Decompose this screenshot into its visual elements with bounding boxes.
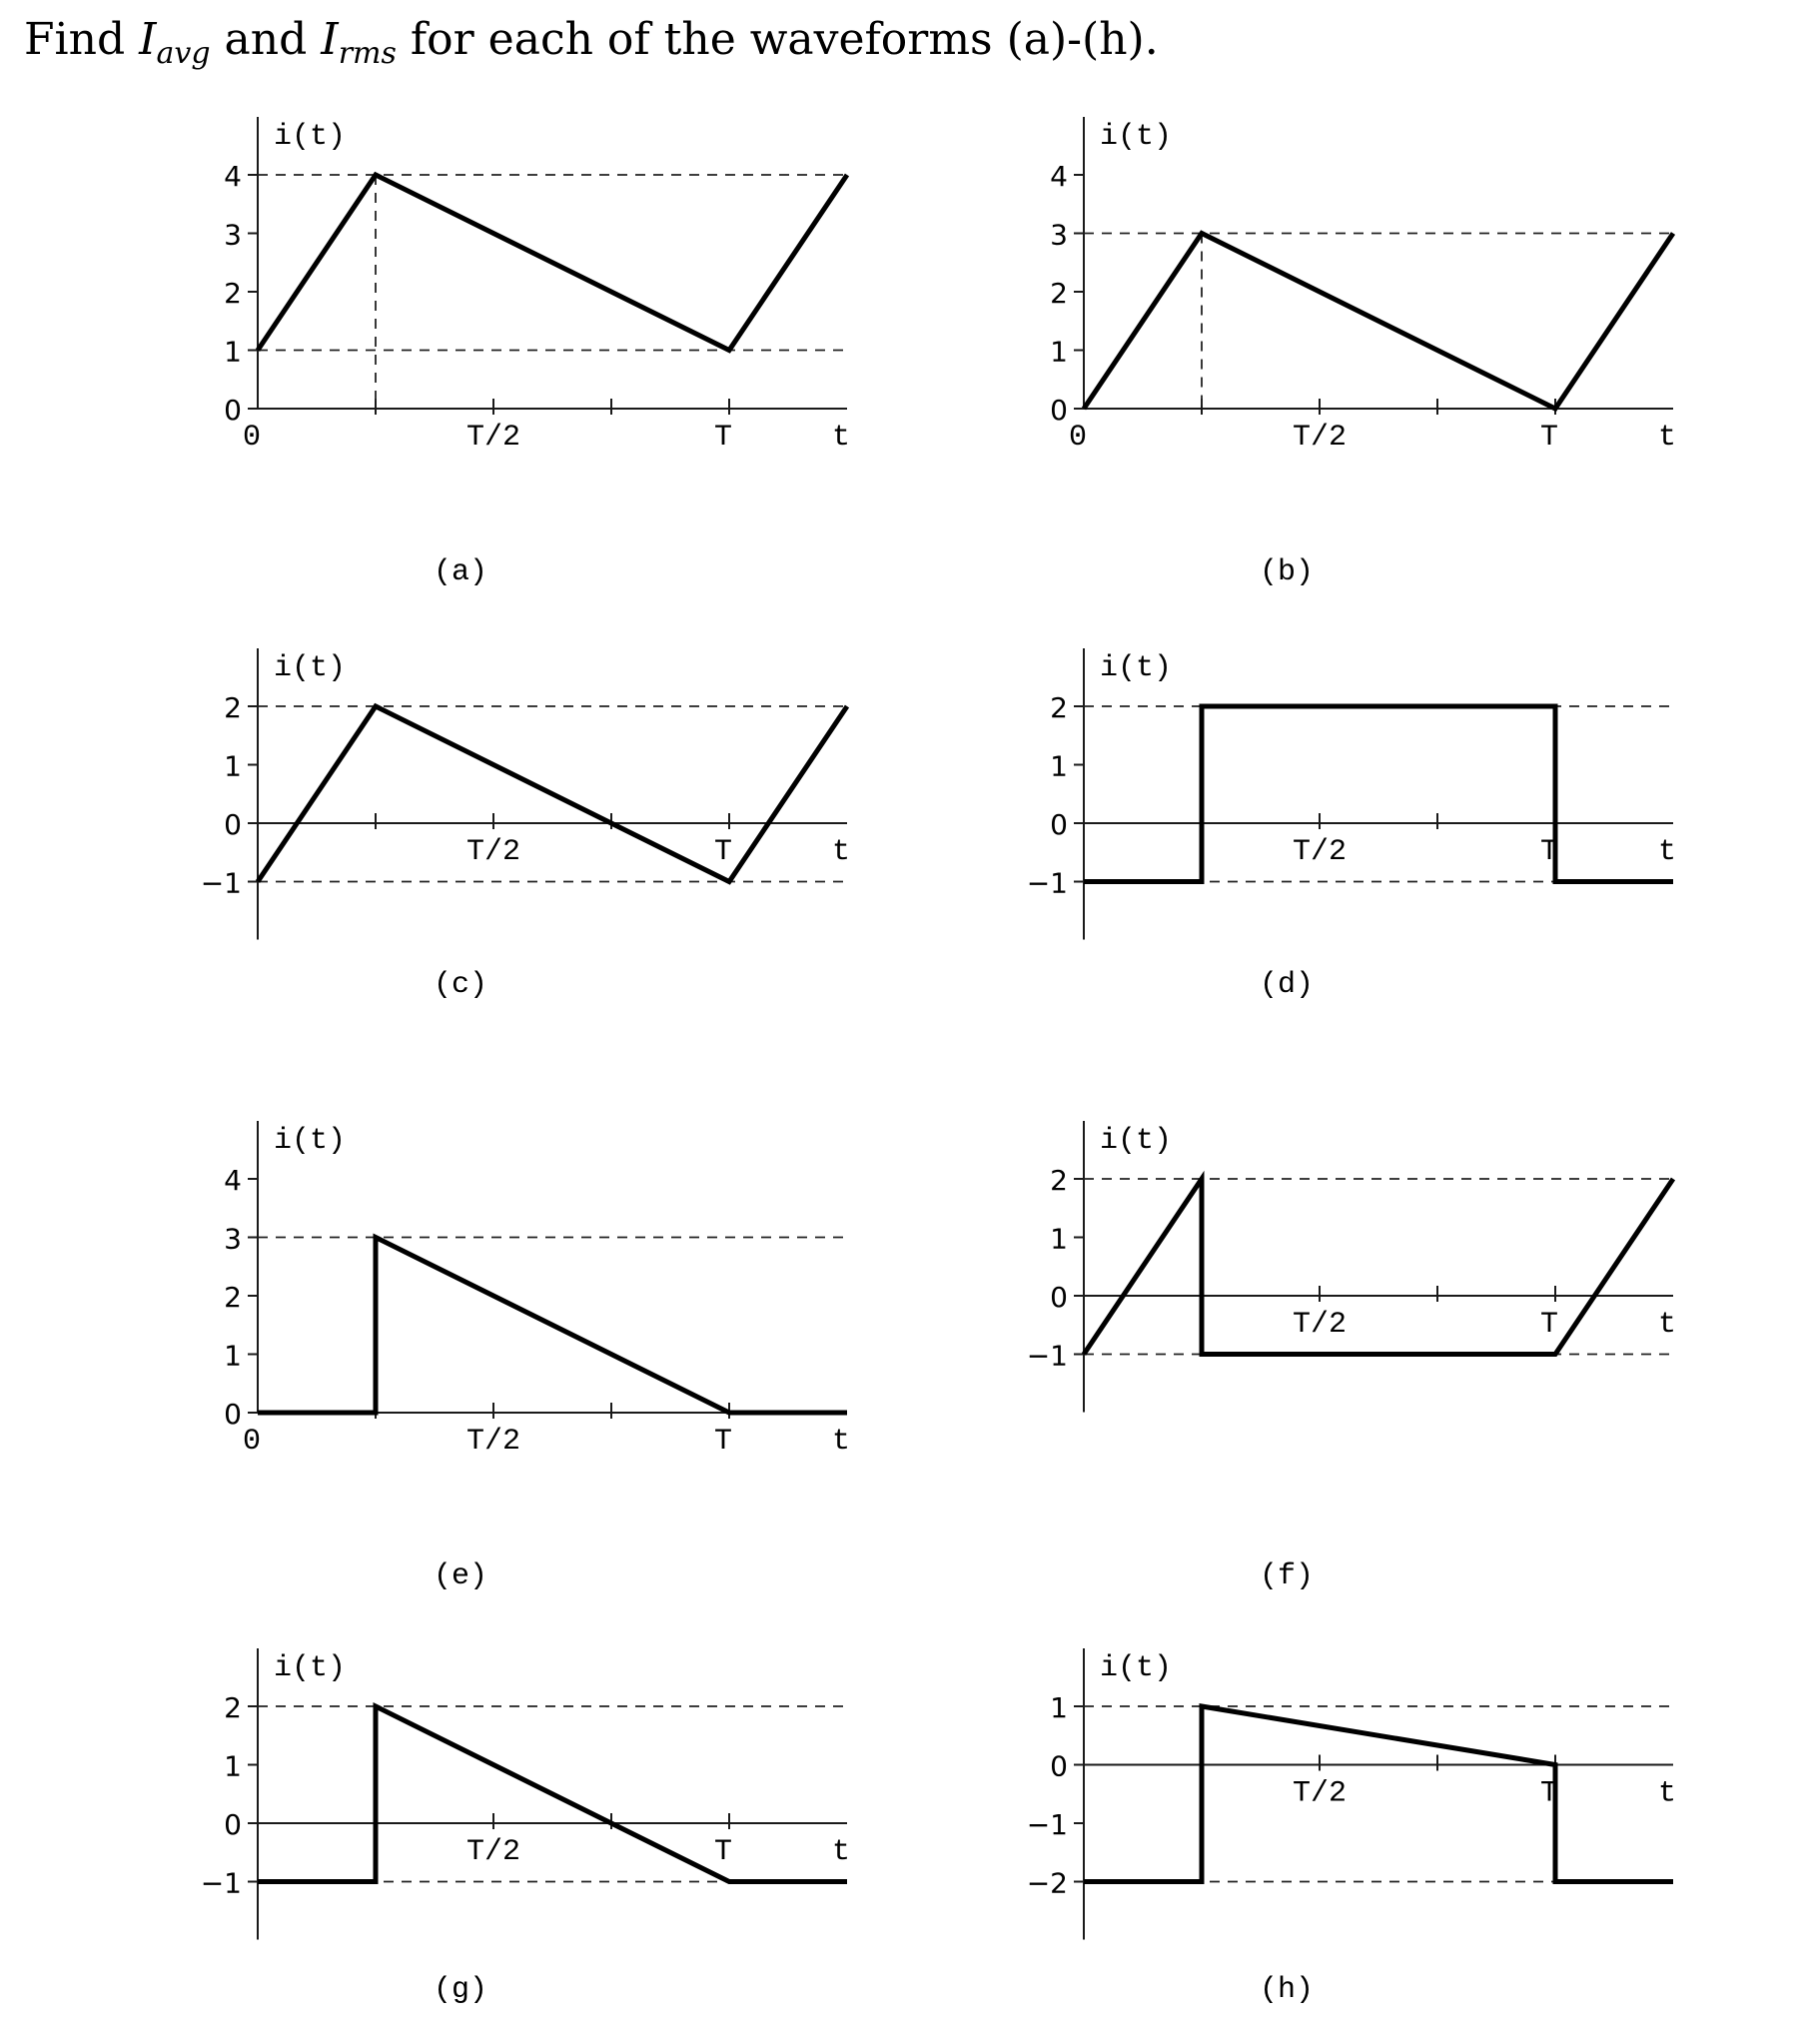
waveform-panel-e: [224, 1121, 850, 1593]
y-tick-label: 4: [224, 1164, 242, 1197]
waveform-panel-d: [1027, 648, 1676, 1002]
x-tick-label: T: [713, 421, 733, 455]
waveform-panel-h: [1027, 1648, 1676, 2007]
x-axis-label: t: [1657, 421, 1677, 455]
waveform-line: [1084, 234, 1673, 410]
y-tick-label: 2: [224, 1281, 242, 1314]
y-tick-label: 3: [224, 218, 242, 252]
x-tick-label: T: [713, 1425, 733, 1459]
x-tick-label: 0: [1068, 421, 1088, 455]
y-tick-label: 1: [224, 749, 242, 783]
y-axis-label: i(t): [1100, 120, 1173, 154]
x-tick-label: T: [1539, 1308, 1559, 1342]
y-tick-label: 1: [1050, 1222, 1068, 1256]
iavg-subscript: avg: [156, 36, 211, 71]
iavg-symbol: I: [139, 14, 157, 65]
irms-subscript: rms: [338, 36, 397, 71]
y-tick-label: 1: [1050, 1691, 1068, 1724]
y-tick-label: 0: [1050, 1749, 1068, 1783]
waveform-line: [258, 706, 847, 882]
panel-caption: (g): [433, 1973, 487, 2007]
x-tick-label: T/2: [1292, 421, 1348, 455]
waveform-line: [1084, 706, 1673, 882]
panel-caption: (a): [433, 555, 487, 589]
waveform-panel-c: [201, 648, 850, 1002]
waveform-line: [258, 1706, 847, 1882]
y-tick-label: 2: [224, 691, 242, 724]
x-tick-label: T: [1539, 1776, 1559, 1811]
y-axis-label: i(t): [1100, 651, 1173, 685]
y-tick-label: −1: [1026, 866, 1068, 900]
x-tick-label: T/2: [465, 1425, 521, 1459]
y-tick-label: 1: [1050, 335, 1068, 369]
waveform-line: [258, 1238, 847, 1414]
y-tick-label: 0: [224, 1808, 242, 1841]
x-tick-label: T/2: [1292, 1308, 1348, 1342]
y-tick-label: 0: [1050, 808, 1068, 841]
y-tick-label: −1: [1026, 1339, 1068, 1373]
x-tick-label: T/2: [1292, 1776, 1348, 1811]
y-tick-label: 0: [224, 808, 242, 841]
x-tick-label: T/2: [465, 421, 521, 455]
x-axis-label: t: [1657, 835, 1677, 869]
prompt-find: Find: [24, 14, 126, 65]
prompt-rest: for each of the waveforms (a)-(h).: [410, 14, 1159, 65]
y-tick-label: 2: [1050, 691, 1068, 724]
y-axis-label: i(t): [274, 120, 347, 154]
waveform-line: [1084, 1179, 1673, 1355]
prompt-and: and: [224, 14, 308, 65]
y-tick-label: 0: [1050, 394, 1068, 427]
y-axis-label: i(t): [1100, 1124, 1173, 1158]
x-axis-label: t: [1657, 1776, 1677, 1811]
y-axis-label: i(t): [1100, 1651, 1173, 1685]
y-tick-label: 3: [224, 1222, 242, 1256]
y-tick-label: 4: [1050, 160, 1068, 193]
y-axis-label: i(t): [274, 1651, 347, 1685]
waveform-panel-f: [1027, 1121, 1676, 1593]
y-tick-label: 0: [224, 1398, 242, 1431]
x-tick-label: T/2: [465, 1835, 521, 1869]
x-axis-label: t: [831, 835, 851, 869]
y-axis-label: i(t): [274, 651, 347, 685]
x-tick-label: 0: [242, 421, 262, 455]
x-tick-label: T/2: [465, 835, 521, 869]
waveform-panel-a: [224, 117, 850, 589]
y-tick-label: 0: [224, 394, 242, 427]
y-tick-label: 3: [1050, 218, 1068, 252]
y-tick-label: −1: [200, 1866, 242, 1900]
y-tick-label: 2: [224, 1691, 242, 1724]
panel-caption: (f): [1259, 1559, 1314, 1593]
irms-symbol: I: [321, 14, 339, 65]
x-tick-label: T/2: [1292, 835, 1348, 869]
waveform-panel-b: [1050, 117, 1676, 589]
panel-caption: (d): [1259, 968, 1314, 1002]
waveform-line: [1084, 1706, 1673, 1882]
y-axis-label: i(t): [274, 1124, 347, 1158]
y-tick-label: 0: [1050, 1281, 1068, 1314]
y-tick-label: 4: [224, 160, 242, 193]
y-tick-label: 2: [1050, 1164, 1068, 1197]
x-tick-label: T: [713, 1835, 733, 1869]
waveform-panel-g: [201, 1648, 850, 2007]
y-tick-label: −1: [200, 866, 242, 900]
x-axis-label: t: [1657, 1308, 1677, 1342]
panel-caption: (e): [433, 1559, 487, 1593]
x-tick-label: T: [713, 835, 733, 869]
y-tick-label: −1: [1026, 1808, 1068, 1841]
panel-caption: (c): [433, 968, 487, 1002]
panel-caption: (h): [1259, 1973, 1314, 2007]
x-axis-label: t: [831, 421, 851, 455]
waveform-line: [258, 175, 847, 351]
y-tick-label: 1: [224, 335, 242, 369]
y-tick-label: 1: [224, 1749, 242, 1783]
y-tick-label: −2: [1026, 1866, 1068, 1900]
y-tick-label: 2: [1050, 277, 1068, 310]
x-tick-label: T: [1539, 835, 1559, 869]
y-tick-label: 2: [224, 277, 242, 310]
x-axis-label: t: [831, 1425, 851, 1459]
x-axis-label: t: [831, 1835, 851, 1869]
panel-caption: (b): [1259, 555, 1314, 589]
x-tick-label: 0: [242, 1425, 262, 1459]
y-tick-label: 1: [1050, 749, 1068, 783]
x-tick-label: T: [1539, 421, 1559, 455]
y-tick-label: 1: [224, 1339, 242, 1373]
